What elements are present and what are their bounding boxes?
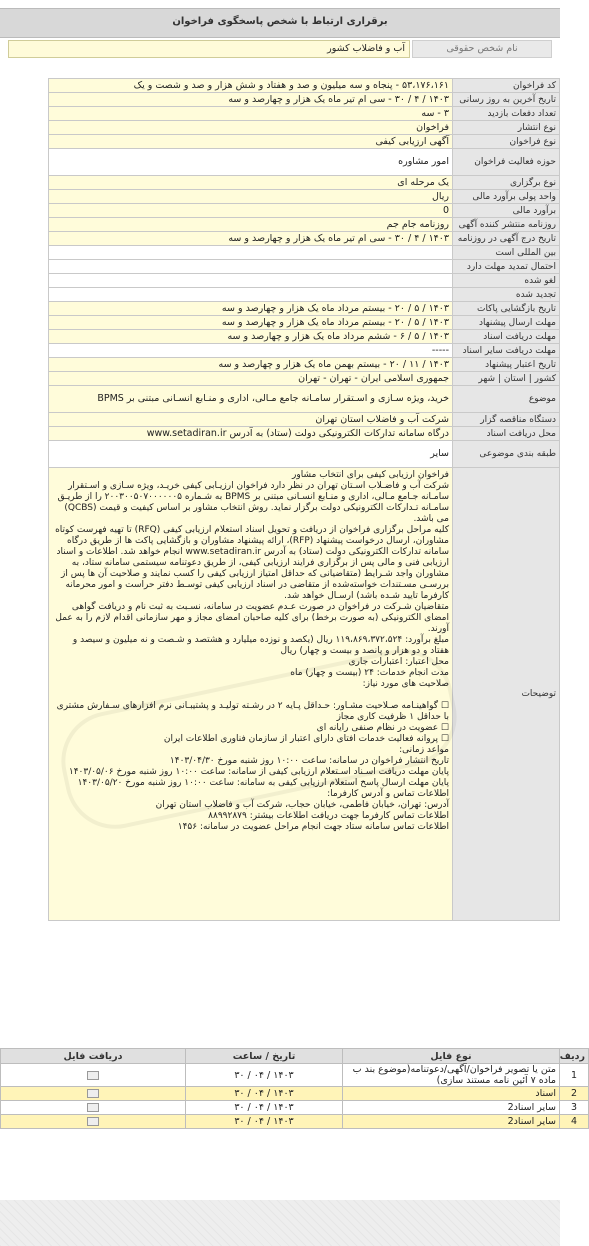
files-header-cell: تاریخ / ساعت — [186, 1049, 343, 1064]
detail-value: شرکت آب و فاضلاب استان تهران — [49, 413, 453, 427]
detail-key: تاریخ آخرین به روز رسانی — [453, 93, 560, 107]
detail-row — [49, 316, 560, 330]
legal-entity-value — [8, 40, 410, 58]
detail-value: آگهی ارزیابی کیفی — [49, 135, 453, 149]
detail-row — [49, 344, 560, 358]
file-download-cell — [1, 1087, 186, 1101]
detail-row — [49, 79, 560, 93]
download-icon[interactable] — [87, 1071, 99, 1080]
file-date: ۱۴۰۳ / ۰۴ / ۳۰ — [186, 1087, 343, 1101]
detail-key: تاریخ درج آگهی در روزنامه — [453, 232, 560, 246]
files-header-cell: ردیف — [560, 1049, 589, 1064]
file-type: متن یا تصویر فراخوان/آگهی/دعوتنامه(موضوع بند ب ماده ۷ آئین نامه مستند سازی) — [343, 1064, 560, 1087]
detail-row — [49, 260, 560, 274]
detail-value — [49, 246, 453, 260]
file-row — [1, 1115, 589, 1129]
detail-value: ۵۳،۱۷۶،۱۶۱ - پنجاه و سه میلیون و صد و هفتاد و شش هزار و صد و شصت و یک — [49, 79, 453, 93]
detail-row — [49, 176, 560, 190]
detail-row — [49, 218, 560, 232]
detail-row — [49, 149, 560, 176]
detail-row — [49, 372, 560, 386]
file-type: سایر اسناد2 — [343, 1115, 560, 1129]
detail-value: 0 — [49, 204, 453, 218]
detail-value: ۱۴۰۳ / ۵ / ۲۰ - بیستم مرداد ماه یک هزار و چهارصد و سه — [49, 302, 453, 316]
file-download-cell — [1, 1101, 186, 1115]
detail-row — [49, 107, 560, 121]
detail-key: نوع برگزاری — [453, 176, 560, 190]
detail-row — [49, 358, 560, 372]
file-row-number: 2 — [560, 1087, 589, 1101]
files-table — [0, 1048, 589, 1129]
detail-value: خرید، ویژه سـازی و اسـتقرار سامـانه جامع مـالی، اداری و منـابع انسـانی مبتنی بر BPMS — [49, 386, 453, 413]
detail-key: طبقه بندی موضوعی — [453, 441, 560, 468]
detail-key: تعداد دفعات بازدید — [453, 107, 560, 121]
detail-row — [49, 204, 560, 218]
detail-row — [49, 246, 560, 260]
detail-value: ۱۴۰۳ / ۴ / ۳۰ - سی ام تیر ماه یک هزار و چهارصد و سه — [49, 93, 453, 107]
detail-value: ۳ - سه — [49, 107, 453, 121]
detail-row — [49, 135, 560, 149]
detail-key: تاریخ اعتبار پیشنهاد — [453, 358, 560, 372]
detail-row — [49, 413, 560, 427]
detail-row — [49, 121, 560, 135]
legal-entity-label: نام شخص حقوقی — [412, 40, 552, 58]
detail-key: تجدید شده — [453, 288, 560, 302]
detail-value: ریال — [49, 190, 453, 204]
detail-value: ۱۴۰۳ / ۵ / ۲۰ - بیستم مرداد ماه یک هزار و چهارصد و سه — [49, 316, 453, 330]
file-row-number: 4 — [560, 1115, 589, 1129]
tender-details-table — [48, 78, 560, 921]
detail-key: کد فراخوان — [453, 79, 560, 93]
file-type: اسناد — [343, 1087, 560, 1101]
file-download-cell — [1, 1115, 186, 1129]
detail-value: ----- — [49, 344, 453, 358]
detail-key: نوع فراخوان — [453, 135, 560, 149]
detail-key: برآورد مالی — [453, 204, 560, 218]
description-key: توضیحات — [453, 468, 560, 921]
detail-value: سایر — [49, 441, 453, 468]
files-header-cell: دریافت فایل — [1, 1049, 186, 1064]
contact-responder-title: برقراری ارتباط با شخص پاسخگوی فراخوان — [172, 16, 388, 27]
detail-row — [49, 288, 560, 302]
download-icon[interactable] — [87, 1117, 99, 1126]
detail-key: روزنامه منتشر کننده آگهی — [453, 218, 560, 232]
detail-row — [49, 232, 560, 246]
detail-row — [49, 330, 560, 344]
detail-key: احتمال تمدید مهلت دارد — [453, 260, 560, 274]
file-row — [1, 1101, 589, 1115]
detail-row — [49, 274, 560, 288]
detail-key: مهلت دریافت سایر اسناد — [453, 344, 560, 358]
detail-key: محل دریافت اسناد — [453, 427, 560, 441]
detail-key: موضوع — [453, 386, 560, 413]
detail-value: ۱۴۰۳ / ۴ / ۳۰ - سی ام تیر ماه یک هزار و چهارصد و سه — [49, 232, 453, 246]
file-download-cell — [1, 1064, 186, 1087]
detail-value — [49, 274, 453, 288]
detail-value: فراخوان — [49, 121, 453, 135]
detail-value: ۱۴۰۳ / ۵ / ۶ - ششم مرداد ماه یک هزار و چهارصد و سه — [49, 330, 453, 344]
detail-key: نوع انتشار — [453, 121, 560, 135]
detail-key: مهلت دریافت اسناد — [453, 330, 560, 344]
file-row — [1, 1087, 589, 1101]
detail-key: لغو شده — [453, 274, 560, 288]
detail-value: جمهوری اسلامی ایران - تهران - تهران — [49, 372, 453, 386]
files-header-row — [1, 1049, 589, 1064]
file-date: ۱۴۰۳ / ۰۴ / ۳۰ — [186, 1064, 343, 1087]
file-row-number: 3 — [560, 1101, 589, 1115]
detail-row — [49, 386, 560, 413]
detail-value: درگاه سامانه تدارکات الکترونیکی دولت (ستاد) به آدرس www.setadiran.ir — [49, 427, 453, 441]
description-row — [49, 468, 560, 921]
detail-key: دستگاه مناقصه گزار — [453, 413, 560, 427]
detail-row — [49, 190, 560, 204]
detail-value: روزنامه جام جم — [49, 218, 453, 232]
detail-value — [49, 260, 453, 274]
detail-row — [49, 441, 560, 468]
detail-value: یک مرحله ای — [49, 176, 453, 190]
file-row-number: 1 — [560, 1064, 589, 1087]
detail-key: حوزه فعالیت فراخوان — [453, 149, 560, 176]
download-icon[interactable] — [87, 1089, 99, 1098]
detail-key: کشور | استان | شهر — [453, 372, 560, 386]
file-date: ۱۴۰۳ / ۰۴ / ۳۰ — [186, 1115, 343, 1129]
file-type: سایر اسناد2 — [343, 1101, 560, 1115]
detail-row — [49, 427, 560, 441]
detail-row — [49, 93, 560, 107]
detail-key: مهلت ارسال پیشنهاد — [453, 316, 560, 330]
legal-entity-text: آب و فاضلاب کشور — [327, 43, 405, 54]
detail-value: امور مشاوره — [49, 149, 453, 176]
description-text: فراخوان ارزیابی کیفی برای انتخاب مشاور شرکت آب و فاضـلاب اسـتان تهران در نظر دارد فراخوان ارزیـابی کیفی خریـد، ویژه سـازی و اسـتقرار سامـانه جـامع مـالی، اداری و منـابع انسـانی مبتنی بر BPMS به شـماره ۲۰۰۳۰۰۵۰۷۰۰۰۰۰۰۵ را از طریـق سامـانه تـدارکات الکترونیکی دولت برگزار نماید. روش انتخاب مشاور بر اساس کیفیت و قیمت (QCBS) می باشد. کلیه مراحل برگزاری فراخوان از دریافت و تحویل اسناد استعلام ارزیابی کیفی (RFQ) تا تهیه فهرست کوتاه مشاوران، ارسال درخواست پیشنهاد (RFP)، ارائه پیشنهاد مشاوران و بازگشایی پاکت ها از طریق درگاه سامانه تدارکات الکترونیکی دولت (ستاد) به آدرس www.setadiran.ir انجام خواهد شد. اطلاعات و اسناد ارزیابی فنی و مالی پس از برگزاری فرایند ارزیابی کیفی، از طریق دعوتنامه سیستمی سامانه ستاد، به مشاوران واجد شـرایط (متقاضیانی که حداقل امتیاز ارزیابی کیفی را کسب نمایند و صلاحیت آن ها پس از بررسـی مسـتندات خواسته‌شده از متقاضی در اسناد ارزیابی کیفی توسـط دفتر حراست و امور محرمانه کارفرما تایید شـده باشد) ارسـال خواهد شد. متقاضیان شـرکت در فراخوان در صورت عـدم عضویت در سامانه، نسـبت به ثبت نام و دریافت گواهی امضای الکترونیکی (به صورت برخط) برای کلیه صاحبان امضای مجاز و مهر سازمانی اقدام لازم را به عمل آورند. مبلغ برآورد: ۱۱۹،۸۶۹،۳۷۲،۵۲۴ ریال (یکصد و نوزده میلیارد و هشتصد و شـصت و نه میلیون و سیصد و هفتاد و دو هزار و پانصد و بیست و چهار) ریال محل اعتبار: اعتبارات جاری مدت انجام خدمات: ۲۴ (بیست و چهار) ماه صلاحیت های مورد نیاز: ☐ گواهینـامه صـلاحیت مشـاور: حـداقل پـایه ۲ در رشـته تولیـد و پشتیبـانی نرم افزارهای سـفارش مشتری با حداقل ۱ ظرفیت کاری مجاز ☐ عضویت در نظام صنفی رایانه ای ☐ پروانه فعالیت خدمات افتای دارای اعتبار از سازمان فناوری اطلاعات ایران مواعد زمانی: تاریخ انتشار فراخوان در سامانه: ساعت ۱۰:۰۰ روز شنبه مورخ ۱۴۰۳/۰۴/۳۰ پایان مهلت دریافت اسـناد اسـتعلام ارزیابی کیفی از سامانه: ساعت ۱۰:۰۰ روز شنبه مورخ ۱۴۰۳/۰۵/۰۶ پایان مهلت ارسال پاسخ استعلام ارزیابی کیفی به سامانه: ساعت ۱۰:۰۰ روز شنبه مورخ ۱۴۰۳/۰۵/۲۰ اطلاعات تماس و آدرس کارفرما: آدرس: تهران، خیابان فاطمی، خیابان حجاب، شرکت آب و فاضلاب استان تهران اطلاعات تماس کارفرما جهت دریافت اطلاعات بیشتر: ۸۸۹۹۲۸۷۹ اطلاعات تماس سامانه ستاد جهت انجام مراحل عضویت در سامانه: ۱۴۵۶ — [49, 468, 453, 921]
detail-key: واحد پولی برآورد مالی — [453, 190, 560, 204]
download-icon[interactable] — [87, 1103, 99, 1112]
files-header-cell: نوع فایل — [343, 1049, 560, 1064]
contact-responder-bar[interactable] — [0, 8, 560, 38]
file-row — [1, 1064, 589, 1087]
detail-key: بین المللی است — [453, 246, 560, 260]
file-date: ۱۴۰۳ / ۰۴ / ۳۰ — [186, 1101, 343, 1115]
detail-value — [49, 288, 453, 302]
detail-value: ۱۴۰۳ / ۱۱ / ۲۰ - بیستم بهمن ماه یک هزار و چهارصد و سه — [49, 358, 453, 372]
detail-row — [49, 302, 560, 316]
detail-key: تاریخ بازگشایی پاکات — [453, 302, 560, 316]
